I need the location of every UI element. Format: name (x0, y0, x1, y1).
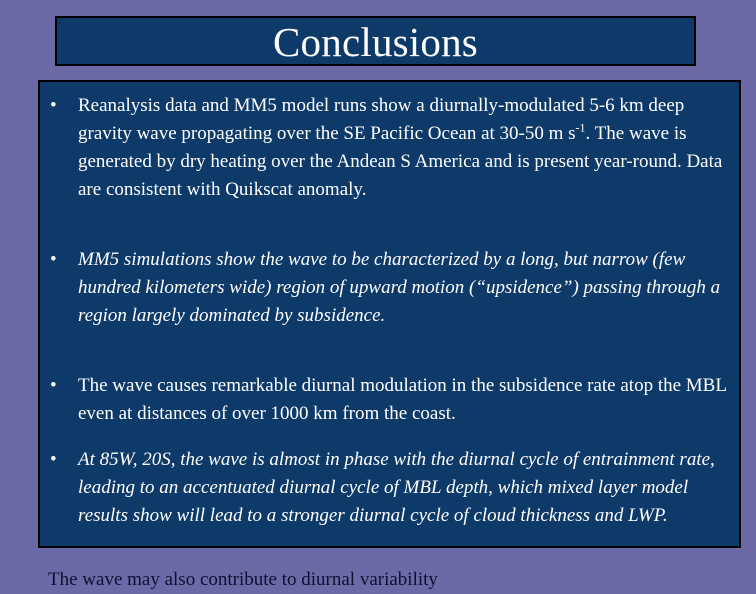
bullet-dot-icon: • (50, 449, 57, 470)
bullet-dot-icon: • (50, 95, 57, 116)
superscript-exponent: -1 (575, 120, 586, 135)
overflow-text: The wave may also contribute to diurnal variability (48, 569, 438, 590)
title-box (55, 16, 696, 66)
bullet-text: At 85W, 20S, the wave is almost in phase with the diurnal cycle of entrainment rate, leading to an accentuated diurnal cycle of MBL depth, which mixed layer model results show will lead to a stronger diurnal cycle of cloud thickness and LWP. (78, 449, 715, 526)
content-box (38, 80, 741, 548)
bullet-text-part: Reanalysis data and MM5 model runs show a diurnally-modulated 5-6 km deep gravity wave propagating over the SE Pacific Ocean at 30-50 m s (78, 95, 685, 144)
bullet-dot-icon: • (50, 249, 57, 270)
bullet-text: The wave causes remarkable diurnal modulation in the subsidence rate atop the MBL even at distances of over 1000 km from the coast. (78, 375, 727, 424)
bullet-dot-icon: • (50, 375, 57, 396)
bullet-text (78, 92, 727, 204)
bullet-text-part: . The wave is generated by dry heating over the Andean S America and is present year-round. Data are consistent with Quikscat anomaly. (78, 123, 723, 200)
slide-title: Conclusions (273, 18, 478, 65)
bullet-text: MM5 simulations show the wave to be characterized by a long, but narrow (few hundred kilometers wide) region of upward motion (“upsidence”) passing through a region largely dominated by subsidence. (78, 249, 721, 326)
